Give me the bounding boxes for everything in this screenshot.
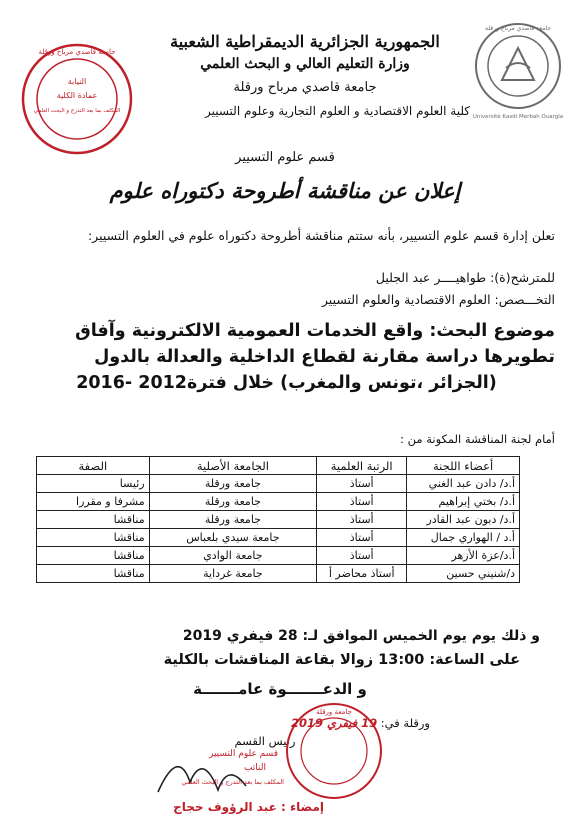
seal-center-line2: عمادة الكلية [56,91,98,100]
signer-name: إمضاء : عبد الرؤوف حجاج [173,800,324,814]
place-label: ورقلة في: [377,716,430,730]
header-republic: الجمهورية الجزائرية الديمقراطية الشعبية [170,32,440,51]
member-university: جامعة سيدي بلعباس [149,529,317,547]
member-name: أ.د / الهواري جمال [407,529,520,547]
topic-line-2: تطويرها دراسة مقارنة لقطاع الداخلية والعدالة بالدول [94,347,555,367]
table-row [37,547,520,565]
table-row [37,511,520,529]
col-header-role: الصفة [37,457,150,475]
table-row [37,493,520,511]
member-rank: أستاذ [317,475,407,493]
place-date: 19 فيفري 2019 [290,716,378,730]
candidate-name: طواهيــــر عبد الجليل [375,270,487,285]
col-header-members: أعضاء اللجنة [407,457,520,475]
department-round-stamp [283,700,385,802]
committee-label: أمام لجنة المناقشة المكونة من : [400,432,555,446]
rect-stamp-line1: قسم علوم التسيير [209,749,278,759]
announcement-intro: تعلن إدارة قسم علوم التسيير، بأنه ستتم مناقشة أطروحة دكتوراه علوم في العلوم التسيير: [87,228,555,243]
member-role: مشرفا و مقررا [37,493,150,511]
col-header-university: الجامعة الأصلية [149,457,317,475]
department-rect-stamp [148,742,288,802]
seal-center-line3: المكلف بما بعد التدرج و البحث العلمي [33,108,121,114]
member-role: مناقشا [37,511,150,529]
topic-line-3: (الجزائر ،تونس والمغرب) خلال فترة2012 -2016 [76,373,497,393]
defense-time: على الساعة: 13:00 زوالا بقاعة المناقشات بالكلية [163,652,520,668]
announcement-title: إعلان عن مناقشة أطروحة دكتوراه علوم [109,178,461,203]
round-stamp-text: جامعة ورقلة [316,708,352,716]
university-logo [472,18,564,126]
member-name: أ.د/ دبون عبد القادر [407,511,520,529]
member-rank: أستاذ [317,493,407,511]
header-university: جامعة قاصدي مرباح ورقلة [233,80,377,95]
table-row [37,529,520,547]
logo-text-top: جامعة قاصدي مرباح ورقلة [485,25,551,32]
header-ministry: وزارة التعليم العالي و البحث العلمي [200,56,410,72]
seal-ring-text: جامعة قاصدي مرباح ورقلة [38,48,116,56]
specialty-value: العلوم الاقتصادية والعلوم التسيير [321,292,491,307]
header-faculty: كلية العلوم الاقتصادية و العلوم التجارية وعلوم التسيير [204,104,470,118]
member-role: مناقشا [37,547,150,565]
logo-text-bottom: Université Kasdi Merbah Ouargla [472,114,564,120]
committee-table [36,456,520,583]
seal-center-line1: النيابة [67,77,87,86]
table-row [37,475,520,493]
member-role: مناقشا [37,529,150,547]
member-university: جامعة ورقلة [149,475,317,493]
rect-stamp-line2: الناتب [243,763,266,773]
public-invitation: و الدعـــــــوة عامـــــــة [193,680,367,698]
member-name: أ.د/ دادن عبد الغني [407,475,520,493]
rect-stamp-line3: المكلف بما بعد التدرج و البحث العلمي [181,778,284,786]
member-university: جامعة ورقلة [149,493,317,511]
candidate-label: للمترشح(ة): [486,270,555,285]
signatory-title: رئيس القسم [234,734,296,748]
member-name: أ.د/عزة الأزهر [407,547,520,565]
member-role: رئيسا [37,475,150,493]
member-role: مناقشا [37,565,150,583]
member-name: أ.د/ بختي إبراهيم [407,493,520,511]
member-rank: أستاذ محاضر أ [317,565,407,583]
committee-header-row [37,457,520,475]
col-header-rank: الرتبة العلمية [317,457,407,475]
specialty-label: التخـــصص: [490,292,555,307]
candidate-line [45,270,555,285]
member-rank: أستاذ [317,529,407,547]
faculty-seal [18,40,136,158]
member-rank: أستاذ [317,547,407,565]
research-topic [18,318,555,396]
topic-line-1: موضوع البحث: واقع الخدمات العمومية الالكترونية وآفاق [75,321,555,341]
table-row [37,565,520,583]
member-university: جامعة ورقلة [149,511,317,529]
header-department: قسم علوم التسيير [235,150,335,165]
member-rank: أستاذ [317,511,407,529]
member-university: جامعة غرداية [149,565,317,583]
defense-date: و ذلك يوم يوم الخميس الموافق لـ: 28 فيفري 2019 [182,628,540,644]
specialty-line [45,292,555,307]
member-name: د/شنيني حسين [407,565,520,583]
member-university: جامعة الوادي [149,547,317,565]
